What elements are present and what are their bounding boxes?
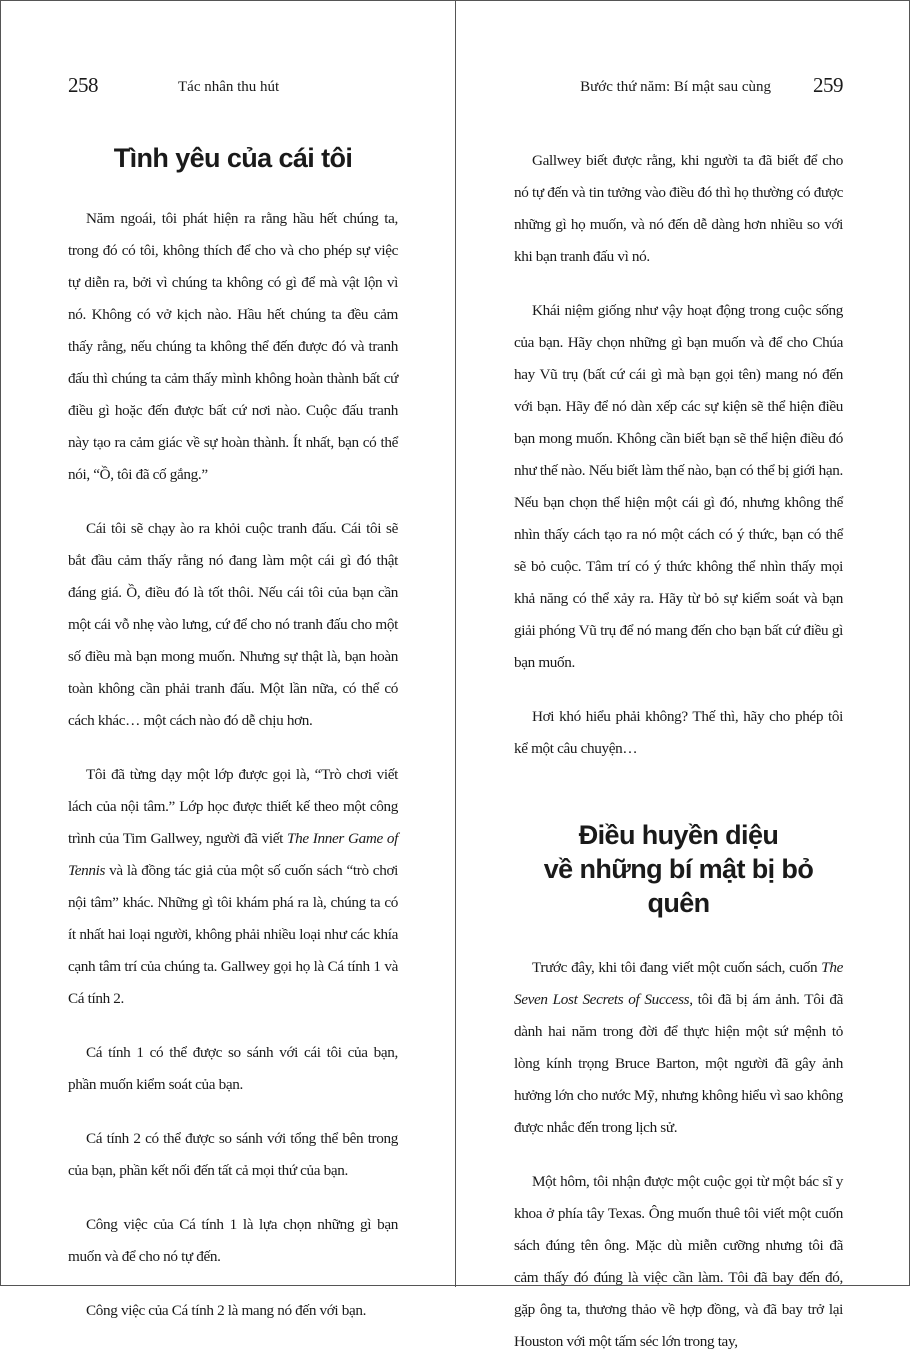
body-paragraph: Hơi khó hiểu phải không? Thế thì, hãy cho phép tôi kể một câu chuyện… (514, 708, 843, 757)
body-paragraph: Công việc của Cá tính 1 là lựa chọn những gì bạn muốn và để cho nó tự đến. (68, 1216, 398, 1265)
page-number: 259 (813, 73, 843, 97)
paragraph-text: Tôi đã từng dạy một lớp được gọi là, “Trò chơi viết lách của nội tâm.” Lớp học được thiết kế theo một công trình của Tim Gallwey, người đã viết (68, 766, 398, 847)
running-title: Tác nhân thu hút (178, 79, 280, 95)
section-heading (514, 818, 843, 920)
right-page (456, 1, 910, 1350)
paragraph-text: tôi đã bị ám ảnh. Tôi đã dành hai năm trong đời để thực hiện một sứ mệnh tỏ lòng kính trọng Bruce Barton, một người đã gây ảnh hưởng lớn cho nước Mỹ, nhưng không hiểu vì sao không được nhắc đến trong lịch sử. (514, 991, 843, 1136)
body-paragraph: Năm ngoái, tôi phát hiện ra rằng hầu hết chúng ta, trong đó có tôi, không thích để cho và cho phép sự việc tự diễn ra, bởi vì chúng ta không có gì để mà vật lộn vì nó. Không có vở kịch nào. Hầu hết chúng ta đều cảm thấy rằng, nếu chúng ta không thể đến được đó và tranh đấu thì chúng ta cảm thấy mình không hoàn thành bất cứ điều gì hoặc đến được bất cứ nơi nào. Cuộc đấu tranh này tạo ra cảm giác về sự hoàn thành. Ít nhất, bạn có thể nói, “Ồ, tôi đã cố gắng.” (68, 210, 398, 483)
book-title: The Inner Game of Tennis (68, 830, 398, 879)
left-running-head (68, 73, 398, 109)
book-title: The Seven Lost Secrets of Success, (514, 959, 843, 1008)
body-paragraph: Cá tính 2 có thể được so sánh với tổng thể bên trong của bạn, phần kết nối đến tất cả mọi thứ của bạn. (68, 1130, 398, 1179)
section-heading: Tình yêu của cái tôi (113, 143, 353, 173)
paragraph-text: và là đồng tác giả của một số cuốn sách “trò chơi nội tâm” khác. Những gì tôi khám phá ra là, chúng ta có ít nhất hai loại người, không phải nhiều loại như các khía cạnh tâm trí của chúng ta. Gallwey gọi họ là Cá tính 1 và Cá tính 2. (68, 862, 398, 1007)
paragraph-text: Trước đây, khi tôi đang viết một cuốn sách, cuốn (532, 959, 822, 976)
body-paragraph: Một hôm, tôi nhận được một cuộc gọi từ một bác sĩ y khoa ở phía tây Texas. Ông muốn thuê tôi viết một cuốn sách đúng tên ông. Mặc dù miễn cưỡng nhưng tôi đã cảm thấy đó đúng là việc cần làm. Tôi đã bay đến đó, gặp ông ta, thương thảo về hợp đồng, và đã bay trở lại Houston với một tấm séc lớn trong tay, (514, 1173, 843, 1350)
left-page (1, 1, 455, 1319)
body-paragraph: Gallwey biết được rằng, khi người ta đã biết để cho nó tự đến và tin tưởng vào điều đó thì họ thường có được những gì họ muốn, và nó đến dễ dàng hơn nhiều so với khi bạn tranh đấu vì nó. (514, 152, 843, 265)
body-paragraph: Cái tôi sẽ chạy ào ra khỏi cuộc tranh đấu. Cái tôi sẽ bắt đầu cảm thấy rằng nó đang làm một cái gì đó thật đáng giá. Ồ, điều đó là tốt thôi. Nếu cái tôi của bạn cần một cái vỗ nhẹ vào lưng, cứ để cho nó tranh đấu cho một số điều mà bạn mong muốn. Nhưng sự thật là, bạn hoàn toàn không cần phải tranh đấu. Một lần nữa, có thể có cách khác… một cách nào đó dễ chịu hơn. (68, 520, 398, 729)
body-paragraph (514, 952, 843, 1144)
running-title: Bước thứ năm: Bí mật sau cùng (580, 79, 771, 95)
page-number: 258 (68, 73, 98, 97)
body-paragraph: Cá tính 1 có thể được so sánh với cái tôi của bạn, phần muốn kiểm soát của bạn. (68, 1044, 398, 1093)
right-running-head (514, 73, 843, 109)
body-paragraph (68, 759, 398, 1015)
body-paragraph: Khái niệm giống như vậy hoạt động trong cuộc sống của bạn. Hãy chọn những gì bạn muốn và để cho Chúa hay Vũ trụ (bất cứ cái gì mà bạn gọi tên) mang nó đến với bạn. Hãy để nó dàn xếp các sự kiện sẽ thể hiện điều bạn mong muốn. Không cần biết bạn sẽ thể hiện điều đó như thế nào. Nếu biết làm thế nào, bạn có thể bị giới hạn. Nếu bạn chọn thể hiện một cái gì đó, nhưng không thể nhìn thấy cách tạo ra nó một cách có ý thức, bạn có thể sẽ bỏ cuộc. Tâm trí có ý thức không thể nhìn thấy mọi khả năng có thể xảy ra. Hãy từ bỏ sự kiểm soát và bạn giải phóng Vũ trụ để nó mang đến cho bạn bất cứ điều gì bạn muốn. (514, 302, 843, 671)
body-paragraph: Công việc của Cá tính 2 là mang nó đến với bạn. (86, 1302, 367, 1319)
heading-line: về những bí mật bị bỏ quên (543, 854, 814, 918)
heading-line: Điều huyền diệu (578, 820, 779, 850)
